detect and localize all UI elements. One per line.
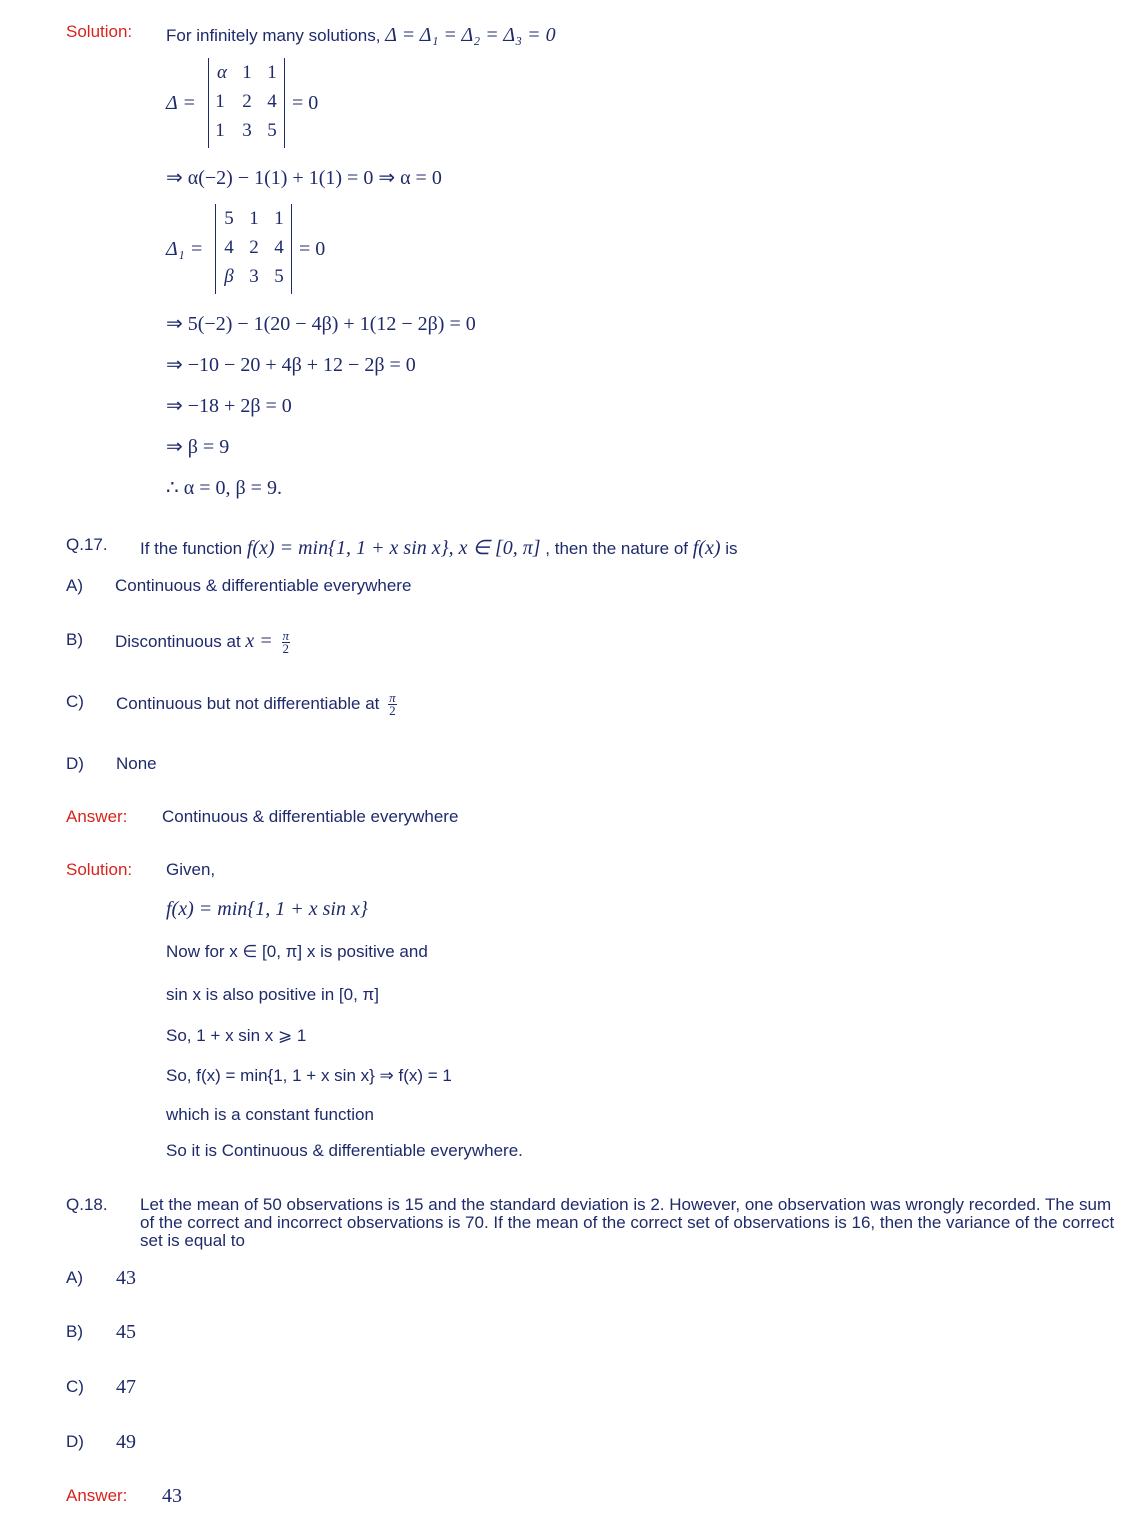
- det1-cell: 5: [267, 120, 277, 141]
- option-value: 45: [116, 1321, 136, 1343]
- det1-cell: 3: [242, 120, 252, 141]
- option-text: Continuous & differentiable everywhere: [115, 576, 412, 595]
- solution-line: sin x is also positive in [0, π]: [166, 985, 379, 1004]
- solution-line-math: f(x) = min{1, 1 + x sin x}: [166, 898, 368, 920]
- solution-step: ⇒ −18 + 2β = 0: [166, 395, 292, 417]
- det2-cell: 1: [249, 208, 259, 229]
- solution-step-alpha: ⇒ α(−2) − 1(1) + 1(1) = 0 ⇒ α = 0: [166, 167, 442, 189]
- option-text-part: Continuous but not differentiable at: [116, 693, 380, 713]
- answer-text: Continuous & differentiable everywhere: [162, 807, 459, 826]
- option-text: [116, 692, 397, 717]
- option-letter: D): [66, 754, 84, 773]
- option-text-part: Discontinuous at: [115, 632, 241, 651]
- fraction-denominator: 2: [389, 703, 396, 718]
- question-text: [140, 535, 738, 560]
- option-letter: B): [66, 630, 83, 649]
- solution-step-conclusion: ∴ α = 0, β = 9.: [166, 477, 282, 499]
- answer-label: Answer:: [66, 807, 128, 826]
- solution-line: So, 1 + x sin x ⩾ 1: [166, 1026, 307, 1045]
- solution-label: Solution:: [66, 860, 133, 879]
- solution-line: So it is Continuous & differentiable everywhere.: [166, 1141, 523, 1160]
- det2-cell: 5: [274, 266, 284, 287]
- answer-label: Answer:: [66, 1486, 128, 1505]
- option-letter: A): [66, 1268, 83, 1287]
- answer-value: 43: [162, 1485, 182, 1507]
- det1-lhs: Δ =: [166, 92, 196, 114]
- det2-lhs: Δ₁ =: [166, 238, 204, 260]
- question-math: f(x) = min{1, 1 + x sin x}, x ∈ [0, π]: [246, 537, 541, 559]
- det1-cell: 1: [215, 91, 225, 112]
- option-value: 49: [116, 1431, 136, 1453]
- solution-line: Now for x ∈ [0, π] x is positive and: [166, 942, 428, 961]
- option-letter: A): [66, 576, 83, 595]
- det1-cell: 2: [242, 91, 252, 112]
- det2-matrix: [215, 208, 295, 290]
- det1-rhs: = 0: [292, 92, 319, 114]
- fraction-numerator: π: [282, 628, 290, 644]
- solution-intro-text: For infinitely many solutions,: [166, 26, 381, 45]
- option-letter: C): [66, 1377, 84, 1396]
- solution-line: Given,: [166, 860, 216, 879]
- det1-matrix: [208, 62, 288, 144]
- fraction-numerator: π: [389, 690, 396, 705]
- question-math: f(x): [692, 537, 721, 559]
- option-letter: C): [66, 692, 84, 711]
- det2-cell: 4: [274, 237, 284, 258]
- det1-cell: 1: [267, 62, 277, 83]
- question-number: Q.18.: [66, 1195, 108, 1214]
- option-value: 47: [116, 1376, 136, 1398]
- det1-cell: 4: [267, 91, 277, 112]
- solution-step: ⇒ β = 9: [166, 436, 230, 458]
- question-text: Let the mean of 50 observations is 15 and the standard deviation is 2. However, one observation was wrongly recorded. The sum of the correct and incorrect observations is 70. If the mean of the correct set of observations is 16, then the variance of the correct set is equal to: [140, 1195, 1115, 1250]
- det2-cell: β: [224, 266, 234, 287]
- option-letter: B): [66, 1322, 83, 1341]
- solution-step: ⇒ −10 − 20 + 4β + 12 − 2β = 0: [166, 354, 416, 376]
- solution-step: ⇒ 5(−2) − 1(20 − 4β) + 1(12 − 2β) = 0: [166, 313, 476, 335]
- solution-intro-math: Δ = Δ₁ = Δ₂ = Δ₃ = 0: [385, 24, 556, 46]
- det2-cell: 4: [224, 237, 234, 258]
- solution-label: Solution:: [66, 22, 133, 41]
- solution-intro: [166, 24, 556, 47]
- option-letter: D): [66, 1432, 84, 1451]
- det1-cell: 1: [242, 62, 252, 83]
- det2-left-bar: [215, 204, 216, 294]
- solution-line: So, f(x) = min{1, 1 + x sin x} ⇒ f(x) = 1: [166, 1066, 452, 1085]
- det1-cell: 1: [215, 120, 225, 141]
- det1-cell: α: [217, 62, 227, 83]
- question-number: Q.17.: [66, 535, 108, 554]
- question-text-part: If the function: [140, 539, 243, 558]
- fraction-denominator: 2: [282, 641, 290, 657]
- det1-right-bar: [284, 58, 285, 148]
- option-value: 43: [116, 1267, 136, 1289]
- det2-rhs: = 0: [299, 238, 326, 260]
- det2-cell: 2: [249, 237, 259, 258]
- fraction: [388, 692, 397, 717]
- question-text-part: , then the nature of: [545, 539, 688, 558]
- question-text-part: is: [725, 539, 738, 558]
- det2-cell: 3: [249, 266, 259, 287]
- fraction: [282, 630, 291, 655]
- det2-right-bar: [291, 204, 292, 294]
- det2-cell: 1: [274, 208, 284, 229]
- option-text: None: [116, 754, 157, 773]
- option-math: x =: [245, 630, 273, 652]
- det2-cell: 5: [224, 208, 234, 229]
- solution-line: which is a constant function: [166, 1105, 374, 1124]
- option-text: [115, 630, 290, 655]
